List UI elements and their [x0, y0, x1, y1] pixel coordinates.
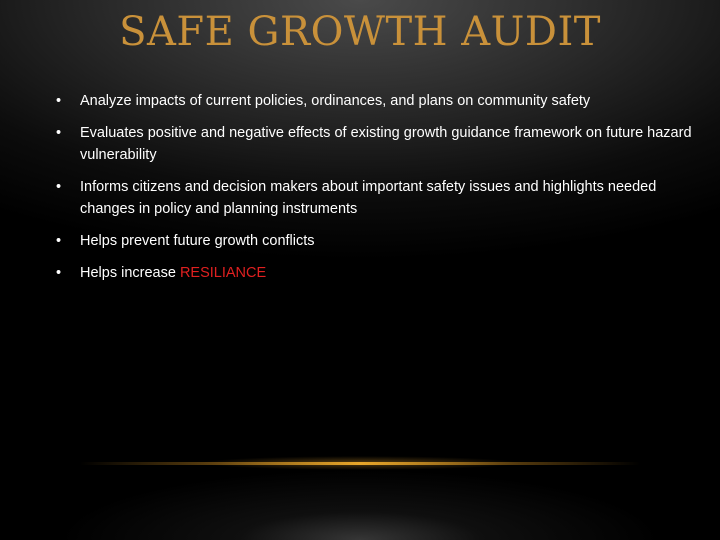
- bullet-text: Analyze impacts of current policies, ordinances, and plans on community safety: [80, 93, 591, 109]
- bullet-item: [56, 176, 696, 220]
- bullet-item: [56, 122, 696, 166]
- bullet-text: Helps prevent future growth conflicts: [80, 233, 315, 249]
- bullet-dot: •: [56, 179, 62, 195]
- bullet-text: Informs citizens and decision makers about important safety issues and highlights needed changes in policy and planning instruments: [80, 179, 657, 217]
- bullet-list: [56, 90, 696, 294]
- accent-line: [80, 462, 640, 465]
- resiliance-highlight: RESILIANCE: [179, 265, 267, 281]
- bullet-dot: •: [56, 265, 62, 281]
- bullet-item: [56, 230, 696, 252]
- bullet-dot: •: [56, 233, 62, 249]
- bullet-text: Evaluates positive and negative effects of existing growth guidance framework on future hazard vulnerability: [80, 125, 692, 163]
- bullet-item: [56, 262, 696, 284]
- bullet-item: [56, 90, 696, 112]
- bullet-dot: •: [56, 125, 62, 141]
- floor-reflection: [0, 330, 720, 540]
- bullet-dot: •: [56, 93, 62, 109]
- slide-title: SAFE GROWTH AUDIT: [119, 9, 601, 55]
- bullet-text: Helps increase: [80, 265, 180, 281]
